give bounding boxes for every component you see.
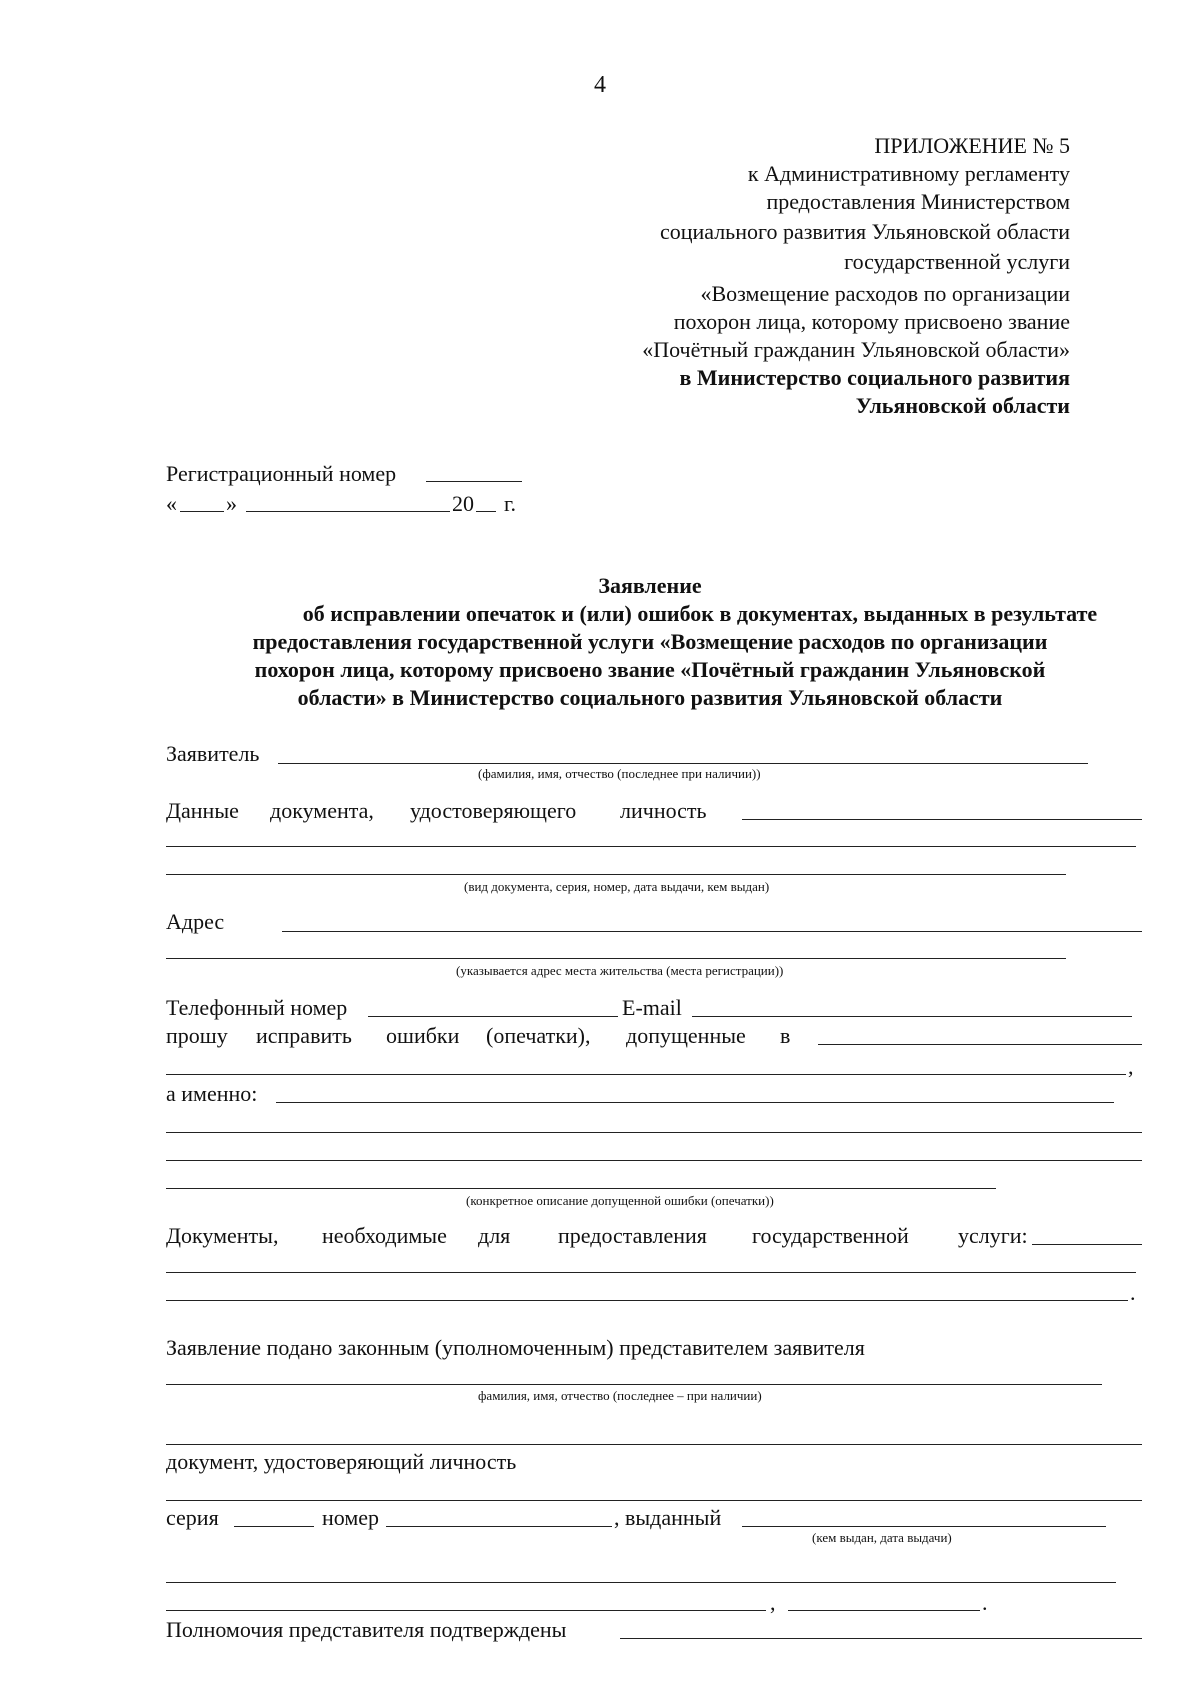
appendix-line: предоставления Министерством <box>766 189 1070 214</box>
documents-end-dot: . <box>1130 1280 1136 1305</box>
applicant-label: Заявитель <box>166 741 260 766</box>
representative-name-field-line-2[interactable] <box>166 1444 1142 1445</box>
appendix-line: «Возмещение расходов по организации <box>700 281 1070 306</box>
identity-word: документа, <box>270 798 374 823</box>
identity-document-field-line-2[interactable] <box>166 846 1136 847</box>
request-end-comma: , <box>1128 1054 1134 1079</box>
year-suffix: г. <box>504 491 517 516</box>
namely-label: а именно: <box>166 1081 258 1106</box>
representative-name-field[interactable] <box>166 1384 1102 1385</box>
email-label: E-mail <box>622 995 682 1020</box>
request-word: в <box>780 1023 791 1048</box>
series-label: серия <box>166 1505 219 1530</box>
documents-word: для <box>478 1223 511 1248</box>
identity-word: удостоверяющего <box>410 798 577 823</box>
error-description-hint: (конкретное описание допущенной ошибки (опечатки)) <box>466 1193 774 1208</box>
registration-label: Регистрационный номер <box>166 461 397 486</box>
representative-name-hint: фамилия, имя, отчество (последнее – при наличии) <box>478 1388 762 1403</box>
issued-by-field[interactable] <box>742 1526 1106 1527</box>
request-word: допущенные <box>626 1023 746 1048</box>
date-close-quote: » <box>226 491 237 516</box>
rep-document-label: документ, удостоверяющий личность <box>166 1449 517 1474</box>
date-open-quote: « <box>166 491 177 516</box>
error-description-field-line-3[interactable] <box>166 1160 1142 1161</box>
documents-field-line-2[interactable] <box>166 1272 1136 1273</box>
phone-label: Телефонный номер <box>166 995 348 1020</box>
identity-document-hint: (вид документа, серия, номер, дата выдачи, кем выдан) <box>464 879 770 894</box>
error-description-field-line-2[interactable] <box>166 1132 1142 1133</box>
documents-word: Документы, <box>166 1223 279 1248</box>
address-label: Адрес <box>166 909 225 934</box>
error-description-field[interactable] <box>276 1102 1114 1103</box>
addressee-line: Ульяновской области <box>855 393 1070 418</box>
appendix-line: похорон лица, которому присвоено звание <box>673 309 1070 334</box>
issued-date-field[interactable] <box>788 1610 980 1611</box>
heading-line: об исправлении опечаток и (или) ошибок в документах, выданных в результате <box>302 601 1098 626</box>
documents-word: необходимые <box>322 1223 447 1248</box>
representative-label: Заявление подано законным (уполномоченным) представителем заявителя <box>166 1335 865 1360</box>
request-document-field-line-2[interactable] <box>166 1074 1126 1075</box>
heading-line: похорон лица, которому присвоено звание «Почётный гражданин Ульяновской <box>254 657 1046 682</box>
applicant-field[interactable] <box>278 763 1088 764</box>
date-day-field[interactable] <box>180 511 224 512</box>
documents-word: государственной <box>752 1223 909 1248</box>
identity-document-field[interactable] <box>742 819 1142 820</box>
request-word: исправить <box>256 1023 352 1048</box>
applicant-hint: (фамилия, имя, отчество (последнее при наличии)) <box>478 766 761 781</box>
documents-word: предоставления <box>558 1223 707 1248</box>
issued-by-hint: (кем выдан, дата выдачи) <box>812 1530 952 1545</box>
appendix-line: государственной услуги <box>844 249 1070 274</box>
identity-word: личность <box>620 798 707 823</box>
documents-field[interactable] <box>1032 1244 1142 1245</box>
year-prefix: 20 <box>452 491 474 516</box>
authority-label: Полномочия представителя подтверждены <box>166 1617 567 1642</box>
request-word: (опечатки), <box>486 1023 591 1048</box>
appendix-title: ПРИЛОЖЕНИЕ № 5 <box>874 133 1070 158</box>
documents-word: услуги: <box>958 1223 1028 1248</box>
document-title: Заявление <box>598 573 702 598</box>
registration-number-field[interactable] <box>426 481 522 482</box>
identity-word: Данные <box>166 798 239 823</box>
phone-field[interactable] <box>368 1016 618 1017</box>
issued-by-field-line-2[interactable] <box>166 1582 1116 1583</box>
number-field[interactable] <box>386 1526 612 1527</box>
address-field-line-2[interactable] <box>166 958 1066 959</box>
date-month-field[interactable] <box>246 511 450 512</box>
error-description-field-line-4[interactable] <box>166 1188 996 1189</box>
email-field[interactable] <box>692 1016 1132 1017</box>
issued-label: , выданный <box>614 1505 722 1530</box>
request-document-field[interactable] <box>818 1044 1142 1045</box>
separator-dot: . <box>982 1590 988 1615</box>
series-field[interactable] <box>234 1526 314 1527</box>
heading-line: предоставления государственной услуги «Возмещение расходов по организации <box>252 629 1048 654</box>
appendix-line: к Административному регламенту <box>747 161 1070 186</box>
documents-field-line-3[interactable] <box>166 1300 1128 1301</box>
page-number: 4 <box>594 72 606 98</box>
addressee-line: в Министерство социального развития <box>679 365 1070 390</box>
request-word: ошибки <box>386 1023 460 1048</box>
appendix-line: социального развития Ульяновской области <box>659 219 1070 244</box>
date-year-field[interactable] <box>476 511 496 512</box>
address-hint: (указывается адрес места жительства (места регистрации)) <box>456 963 784 978</box>
number-label: номер <box>322 1505 380 1530</box>
appendix-line: «Почётный гражданин Ульяновской области» <box>642 337 1070 362</box>
separator-comma: , <box>770 1590 776 1615</box>
authority-field[interactable] <box>620 1638 1142 1639</box>
identity-document-field-line-3[interactable] <box>166 874 1066 875</box>
heading-line: области» в Министерство социального развития Ульяновской области <box>297 685 1003 710</box>
issued-by-field-line-3[interactable] <box>166 1610 766 1611</box>
address-field[interactable] <box>282 931 1142 932</box>
rep-document-field[interactable] <box>166 1500 1142 1501</box>
request-word: прошу <box>166 1023 228 1048</box>
